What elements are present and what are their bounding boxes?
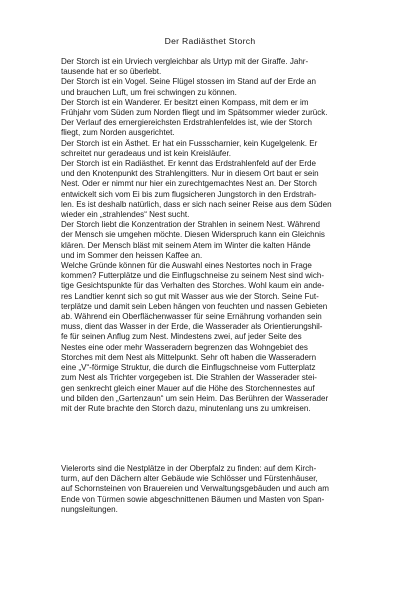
text-line: Der Storch ist ein Wanderer. Er besitzt einen Kompass, mit dem er im [61, 97, 309, 107]
page-title: Der Radiästhet Storch [164, 36, 256, 46]
text-line: muss, dient das Wasser in der Erde, die Wasserader als Orientierungshil- [61, 322, 323, 332]
text-line: Der Storch ist ein Vogel. Seine Flügel stossen im Stand auf der Erde an [61, 77, 316, 87]
text-line: Der Storch liebt die Konzentration der Strahlen in seinem Nest. Während [61, 220, 320, 230]
text-line: Ende von Türmen sowie abgeschnittenen Bäumen und Masten von Span- [61, 494, 325, 504]
text-line: auf Schornsteinen von Brauereien und Verwaltungsgebäuden und auch am [61, 484, 329, 494]
text-line: Der Storch ist ein Ästhet. Er hat ein Fussscharnier, kein Kugelgelenk. Er [61, 138, 318, 148]
text-line: fe für seinen Anflug zum Nest. Mindestens zwei, auf jeder Seite des [61, 332, 302, 342]
text-line: Der Storch ist ein Radiästhet. Er kennt das Erdstrahlenfeld auf der Erde [61, 159, 316, 169]
text-line: Frühjahr vom Süden zum Norden fliegt und im Spätsommer wieder zurück. [61, 108, 328, 118]
text-line: mit der Rute brachte den Storch dazu, minutenlang uns zu umkreisen. [61, 403, 311, 413]
text-line: und den Knotenpunkt des Strahlengitters. Nur in diesem Ort baut er sein [61, 169, 319, 179]
text-line: entwickelt sich vom Ei bis zum flugsicheren Jungstorch in den Erdstrah- [61, 189, 317, 199]
text-line: schreitet nur geradeaus und ist kein Kreisläufer. [61, 148, 231, 158]
text-line: eine „V“-förmige Struktur, die durch die Einflugschneise vom Futterplatz [61, 363, 316, 373]
footer-paragraph [61, 464, 397, 515]
text-line: Welche Gründe können für die Auswahl eines Nestortes noch in Frage [61, 261, 312, 271]
text-line: Der Storch ist ein Urviech vergleichbar als Urtyp mit der Giraffe. Jahr- [61, 57, 309, 66]
text-line: der Mensch sie umgehen möchte. Diesen Widerspruch kann ein Gleichnis [61, 230, 325, 240]
text-line: ab. Während ein Oberflächenwasser für seine Ernährung vorhanden sein [61, 312, 322, 322]
text-line: kommen? Futterplätze und die Einflugschneise zu seinem Nest sind wich- [61, 271, 324, 281]
text-line: nungsleitungen. [61, 504, 118, 514]
text-line: tige Gesichtspunkte für das Verhalten des Storches. Wohl kaum ein ande- [61, 281, 325, 291]
text-line: klären. Der Mensch bläst mit seinem Atem im Winter die kalten Hände [61, 240, 311, 250]
text-line: tausende hat er so überlebt. [61, 67, 162, 77]
text-line: res Landtier kennt sich so gut mit Wasser aus wie der Storch. Seine Fut- [61, 291, 319, 301]
text-line: und bilden den „Gartenzaun“ um sein Heim. Das Berühren der Wasserader [61, 393, 329, 403]
text-line: turm, auf den Dächern alter Gebäude wie Schlösser und Fürstenhäuser, [61, 474, 318, 484]
text-line: Vielerorts sind die Nestplätze in der Oberpfalz zu finden: auf dem Kirch- [61, 464, 317, 473]
text-line: fliegt, zum Norden ausgerichtet. [61, 128, 175, 138]
text-line: Storches mit dem Nest als Mittelpunkt. Sehr oft haben die Wasseradern [61, 352, 317, 362]
text-line: wieder ein „strahlendes“ Nest sucht. [61, 210, 190, 220]
text-line: Der Verlauf des ernergiereichsten Erdstrahlenfeldes ist, wie der Storch [61, 118, 312, 128]
main-text-block [61, 57, 397, 414]
text-line: gen senkrecht gleich einer Mauer auf die Höhe des Storchennestes auf [61, 383, 315, 393]
text-line: und im Sommer den heissen Kaffee an. [61, 250, 203, 260]
text-line: terplätze und damit sein Leben hängen von feuchten und nassen Gebieten [61, 301, 328, 311]
text-line: len. Es ist deshalb natürlich, dass er sich nach seiner Reise aus dem Süden [61, 199, 332, 209]
text-line: zum Nest als Trichter vorgegeben ist. Die Strahlen der Wasserader stei- [61, 373, 317, 383]
text-line: Nest. Oder er nimmt nur hier ein zurechtgemachtes Nest an. Der Storch [61, 179, 317, 189]
text-line: und brauchen Luft, um frei schwingen zu können. [61, 87, 237, 97]
text-line: Nestes eine oder mehr Wasseradern begrenzen das Wohngebiet des [61, 342, 308, 352]
